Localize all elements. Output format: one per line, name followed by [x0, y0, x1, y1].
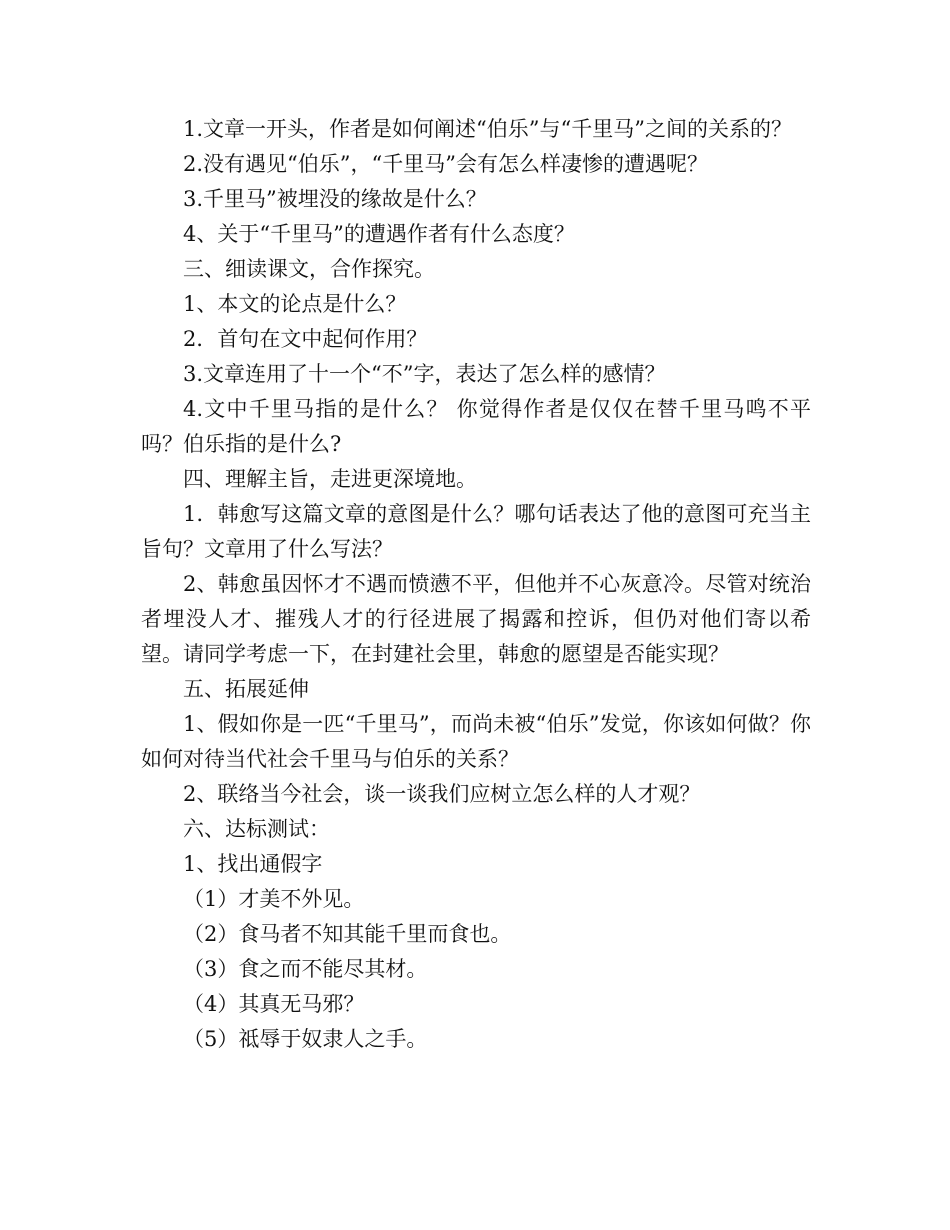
question-5-1: 1、假如你是一匹“千里马”，而尚未被“伯乐”发觉，你该如何做？你如何对待当代社会千里马与伯乐的关系？	[141, 712, 811, 771]
section-heading-6: 六、达标测试：	[183, 817, 330, 841]
list-item-5: （5）祗辱于奴隶人之手。	[183, 1027, 428, 1051]
list-item-2: （2）食马者不知其能千里而食也。	[183, 922, 512, 946]
question-3-2: 2．首句在文中起何作用？	[183, 327, 428, 351]
question-1-2: 2.没有遇见“伯乐”，“千里马”会有怎么样凄惨的遭遇呢？	[183, 152, 708, 176]
section-heading-5: 五、拓展延伸	[183, 677, 309, 701]
list-item-3: （3）食之而不能尽其材。	[183, 957, 428, 981]
question-1-1: 1.文章一开头，作者是如何阐述“伯乐”与“千里马”之间的关系的？	[183, 117, 792, 141]
list-item-4: （4）其真无马邪？	[183, 992, 365, 1016]
question-5-2: 2、联络当今社会，谈一谈我们应树立怎么样的人才观？	[183, 782, 701, 806]
question-1-3: 3.千里马”被埋没的缘故是什么？	[183, 187, 487, 211]
document-body	[141, 112, 811, 1057]
question-3-1: 1、本文的论点是什么？	[183, 292, 407, 316]
question-4-2: 2、韩愈虽因怀才不遇而愤懑不平，但他并不心灰意冷。尽管对统治者埋没人才、摧残人才的行径进展了揭露和控诉，但仍对他们寄以希望。请同学考虑一下，在封建社会里，韩愈的愿望是否能实现？	[141, 572, 811, 666]
question-4-1: 1．韩愈写这篇文章的意图是什么？哪句话表达了他的意图可充当主旨句？文章用了什么写法？	[141, 502, 811, 561]
question-6-1: 1、找出通假字	[183, 852, 323, 876]
list-item-1: （1）才美不外见。	[183, 887, 365, 911]
section-heading-4: 四、理解主旨，走进更深境地。	[183, 467, 477, 491]
section-heading-3: 三、细读课文，合作探究。	[183, 257, 435, 281]
question-3-3: 3.文章连用了十一个“不”字，表达了怎么样的感情？	[183, 362, 666, 386]
question-3-4: 4.文中千里马指的是什么？ 你觉得作者是仅仅在替千里马鸣不平吗？伯乐指的是什么?	[141, 397, 811, 456]
question-1-4: 4、关于“千里马”的遭遇作者有什么态度？	[183, 222, 575, 246]
